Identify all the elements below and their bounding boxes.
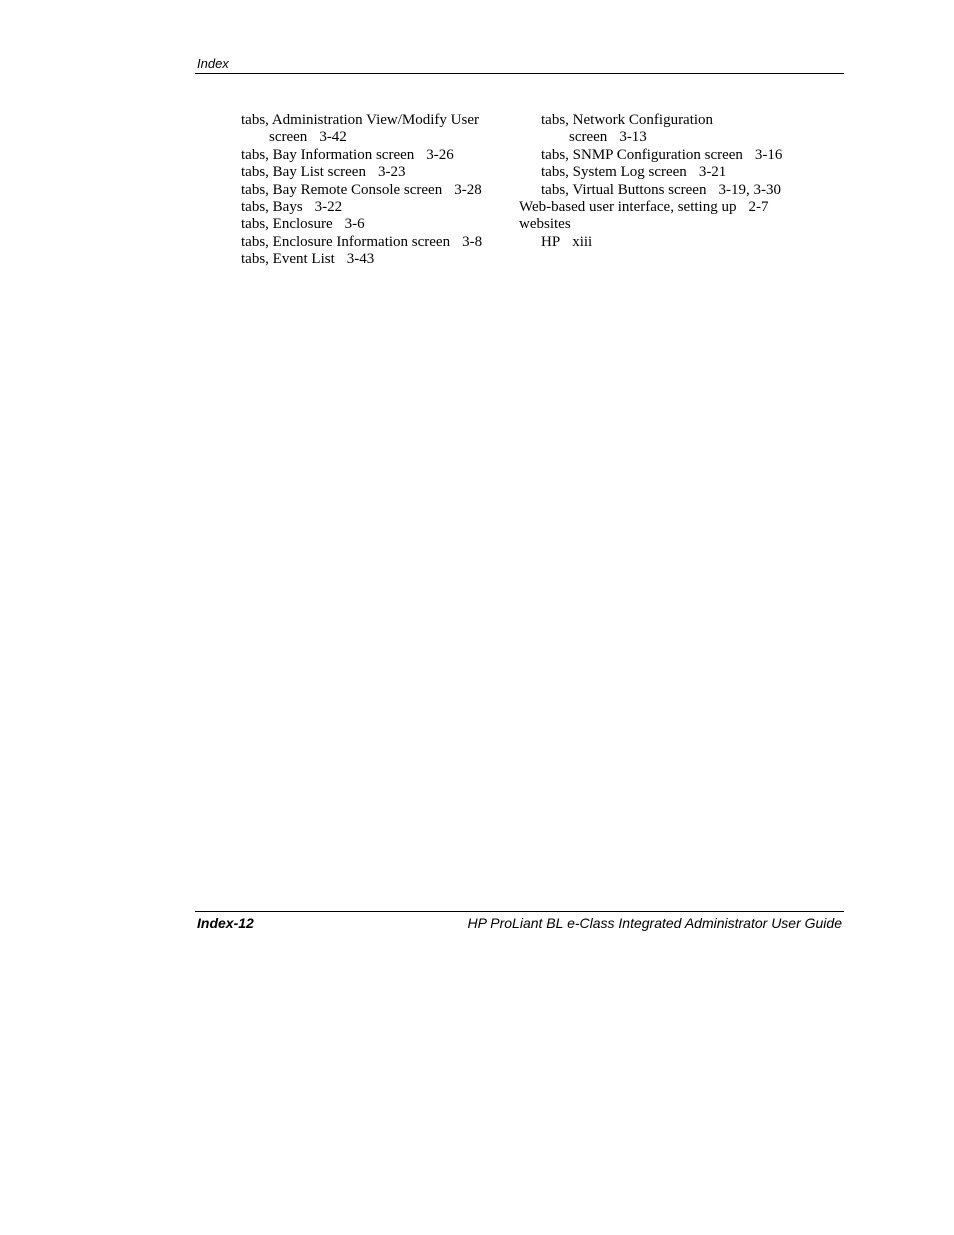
index-term-continuation: screen xyxy=(569,129,608,146)
index-page-ref: 3-23 xyxy=(377,164,406,181)
index-page-ref: 3-28 xyxy=(454,181,482,198)
index-entry xyxy=(519,147,819,164)
footer-rule xyxy=(195,911,844,912)
index-entry xyxy=(219,147,504,164)
index-term: HP xyxy=(541,233,561,250)
index-term: tabs, Bays xyxy=(241,199,303,216)
index-page-ref: 3-16 xyxy=(754,146,783,163)
index-page-ref: 3-22 xyxy=(314,199,343,216)
index-page-ref: 2-7 xyxy=(748,199,769,216)
index-entry xyxy=(219,216,504,233)
index-term: tabs, Enclosure Information screen xyxy=(241,233,451,250)
index-column-left xyxy=(219,112,504,269)
index-entry xyxy=(219,112,504,147)
index-term: Web-based user interface, setting up xyxy=(519,199,737,216)
index-term: tabs, System Log screen xyxy=(541,164,687,181)
index-term: tabs, Virtual Buttons screen xyxy=(541,181,707,198)
index-term: tabs, Enclosure xyxy=(241,216,333,233)
index-entry xyxy=(219,182,504,199)
index-entry xyxy=(519,234,819,251)
index-term: tabs, Administration View/Modify User xyxy=(241,112,479,128)
index-page-ref: 3-8 xyxy=(462,233,483,250)
index-entry xyxy=(519,216,819,233)
index-term: tabs, Bay Information screen xyxy=(241,146,415,163)
index-page-ref: 3-26 xyxy=(426,146,454,163)
index-entry xyxy=(519,182,819,199)
index-term: tabs, Bay List screen xyxy=(241,164,366,181)
index-term: tabs, Network Configuration xyxy=(541,112,714,128)
index-term-continuation: screen xyxy=(269,129,308,146)
index-page-ref: 3-42 xyxy=(319,129,347,146)
index-entry xyxy=(219,199,504,216)
guide-title: HP ProLiant BL e-Class Integrated Administrator User Guide xyxy=(467,915,842,931)
index-term: tabs, Bay Remote Console screen xyxy=(241,181,443,198)
index-term: websites xyxy=(519,216,571,233)
header-rule xyxy=(195,73,844,74)
header-section-label: Index xyxy=(197,56,229,71)
index-entry xyxy=(519,199,819,216)
index-entry xyxy=(219,251,504,268)
index-page-ref: xiii xyxy=(572,233,593,250)
index-column-right xyxy=(519,112,819,251)
index-term: tabs, SNMP Configuration screen xyxy=(541,146,743,163)
index-entry xyxy=(219,164,504,181)
index-page-ref: 3-6 xyxy=(344,216,365,233)
index-page-ref: 3-43 xyxy=(346,251,375,268)
index-entry xyxy=(219,234,504,251)
index-page-ref: 3-13 xyxy=(619,129,647,146)
index-page-ref: 3-21 xyxy=(698,164,727,181)
index-entry xyxy=(519,112,819,147)
index-term: tabs, Event List xyxy=(241,251,335,268)
index-page-ref: 3-19, 3-30 xyxy=(718,181,781,198)
page-number: Index-12 xyxy=(197,915,254,931)
index-entry xyxy=(519,164,819,181)
